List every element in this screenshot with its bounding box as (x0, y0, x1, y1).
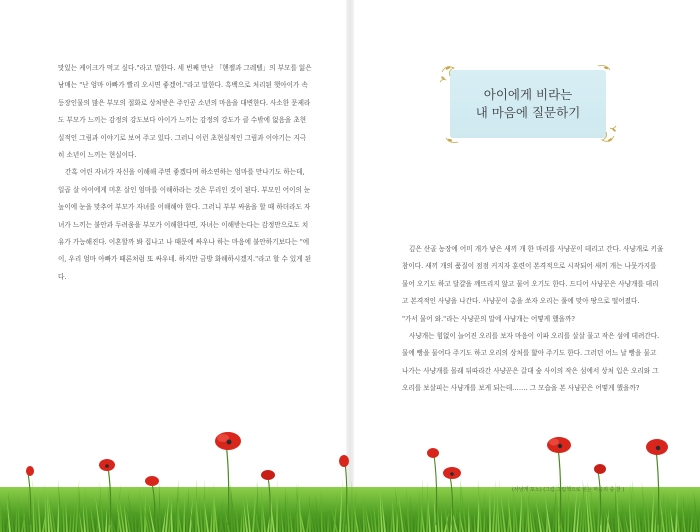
page-footer: (사냥개 포노) (그림 그림책으로 읽는 마음의 중 창 ) (512, 487, 625, 493)
section-title-line-2: 내 마음에 질문하기 (475, 105, 581, 120)
poppy-meadow-illustration (0, 425, 700, 532)
right-paragraph-3: 사냥개는 힘없이 늘어진 오리를 보자 마음이 이파 오리를 살살 물고 작은 섬에 데려간다. 물에 빵을 물어다 주기도 하고 오리의 상처를 핥아 주기도 한다. 그러던 어느 날 빵을 물고 나가는 사냥개를 몰래 뒤따라간 사냥꾼은 갈대 숲 사이의 작은 섬에서 상처 입은 오리와 그 오리를 보살피는 사냥개를 보게 되는데……. 그 모습을 본 사냥꾼은 어떻게 했을까? (402, 332, 660, 393)
left-paragraph-2: 간혹 어린 자녀가 자신을 이해해 주면 좋겠다며 하소연하는 엄마를 만나기도 하는데, 일곱 살 아이에게 미혼 살인 엄마를 이해하라는 것은 무리인 것이 된다. 부모인 어이의 눈높이에 눈을 맞추어 부모가 자녀를 이해해야 한다. 그러니 부부 싸움을 할 때 하더라도 자녀가 느끼는 불안과 두려움을 부모가 이해한다면, 자녀는 이해받는다는 감정만으로도 치유가 가능해진다. 이혼할까 봐 집나고 나 때문에 싸우나 하는 마음에 불안하기보다는 "에이, 우리 엄마 아빠가 때론처럼 또 싸우네. 하지만 금방 화해하시겠지."라고 할 수 있게 된다. (58, 168, 312, 281)
right-paragraph-1: 깊은 산골 농장에 어미 개가 낳은 새끼 개 한 마리를 사냥꾼이 데리고 간다. 사냥개로 키울 참이다. 새끼 개의 품질이 점점 커지자 훈련이 본격적으로 시작되어 새끼 개는 나뭇가지를 물어 오기도 하고 달걀을 깨뜨리지 않고 물어 오기도 한다. 드디어 사냥꾼은 사냥개를 데리고 본격적인 사냥을 나간다. 사냥꾼이 총을 쏘자 오리는 풀에 맞아 땅으로 떨어졌다. (402, 245, 664, 306)
right-body-text (402, 241, 664, 398)
section-title-box (450, 70, 606, 138)
left-paragraph-1: 맛있는 케이크가 먹고 싶다."라고 말한다. 세 번째 만난 「헨젤과 그레텔」의 부모를 잃은 남매는 "난 엄마 아빠가 빨리 오시면 좋겠어."라고 말한다. 흑백으로 처리된 햇아이가 속 등장인물의 많은 부모의 절화로 상처받은 주인공 소년의 마음을 대변한다. 사소한 문제라도 부모가 느끼는 감정의 강도보다 아이가 느끼는 감정의 강도가 클 수밖에 없음을 초현실적인 그림과 이야기로 보여 주고 있다. 그러니 이런 초현실적인 그림과 이야기는 지극히 소년이 느끼는 현실이다. (58, 64, 312, 160)
left-body-text (58, 60, 312, 286)
section-title-line-1: 아이에게 비라는 (483, 87, 573, 102)
right-paragraph-2: "가서 물어 와."라는 사냥꾼의 말에 사냥개는 어떻게 했을까? (402, 314, 575, 323)
section-title (450, 86, 606, 122)
